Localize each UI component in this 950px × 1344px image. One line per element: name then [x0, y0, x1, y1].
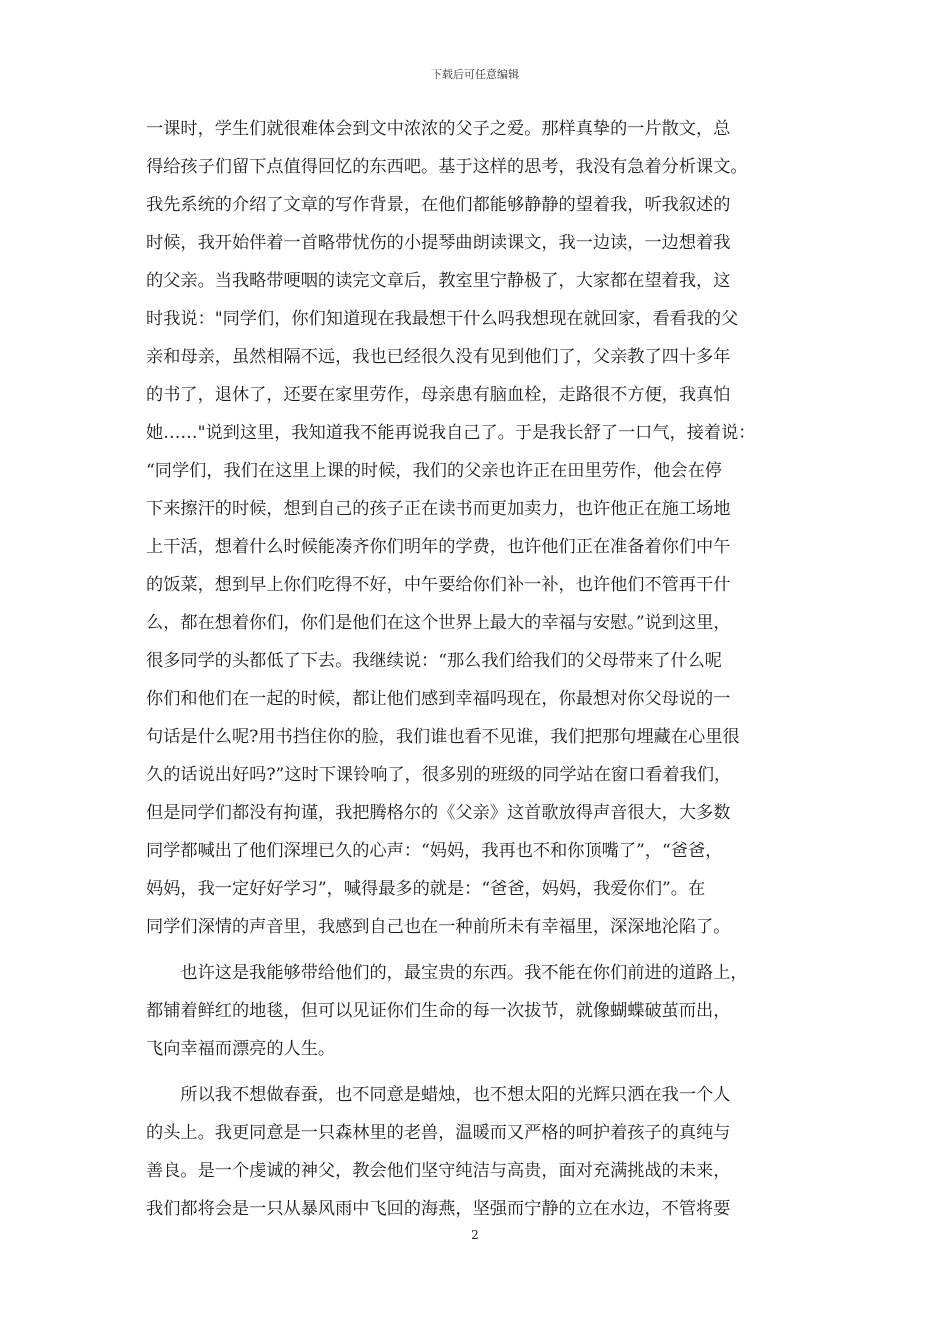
text-line: 久的话说出好吗?”这时下课铃响了，很多别的班级的同学站在窗口看着我们， — [146, 765, 732, 785]
text-line: 的书了，退休了，还要在家里劳作，母亲患有脑血栓，走路很不方便，我真怕 — [146, 385, 731, 405]
text-line: 我们都将会是一只从暴风雨中飞回的海燕，坚强而宁静的立在水边，不管将要 — [146, 1199, 731, 1219]
text-line: 得给孩子们留下点值得回忆的东西吧。基于这样的思考，我没有急着分析课文。 — [146, 157, 748, 177]
text-line: 她……"说到这里，我知道我不能再说我自己了。于是我长舒了一口气，接着说： — [146, 423, 756, 443]
text-line: 所以我不想做春蚕，也不同意是蜡烛，也不想太阳的光辉只洒在我一个人 — [146, 1085, 731, 1105]
text-line: 飞向幸福而漂亮的人生。 — [146, 1039, 336, 1059]
text-line: 很多同学的头都低了下去。我继续说：“那么我们给我们的父母带来了什么呢 — [146, 651, 722, 671]
body-text — [146, 110, 822, 1228]
paragraph — [146, 954, 822, 1068]
text-line: 一课时，学生们就很难体会到文中浓浓的父子之爱。那样真挚的一片散文，总 — [146, 119, 731, 139]
text-line: 同学们深情的声音里，我感到自己也在一种前所未有幸福里，深深地沦陷了。 — [146, 917, 731, 937]
text-line: 的头上。我更同意是一只森林里的老兽，温暖而又严格的呵护着孩子的真纯与 — [146, 1123, 731, 1143]
text-line: 时候，我开始伴着一首略带忧伤的小提琴曲朗读课文，我一边读，一边想着我 — [146, 233, 731, 253]
text-line: 也许这是我能够带给他们的，最宝贵的东西。我不能在你们前进的道路上， — [146, 963, 748, 983]
text-line: “同学们，我们在这里上课的时候，我们的父亲也许正在田里劳作，他会在停 — [146, 461, 722, 481]
text-line: 时我说："同学们，你们知道现在我最想干什么吗我想现在就回家，看看我的父 — [146, 309, 739, 329]
text-line: 亲和母亲，虽然相隔不远，我也已经很久没有见到他们了，父亲教了四十多年 — [146, 347, 731, 367]
text-line: 么，都在想着你们，你们是他们在这个世界上最大的幸福与安慰。”说到这里， — [146, 613, 731, 633]
text-line: 下来擦汗的时候，想到自己的孩子正在读书而更加卖力，也许他正在施工场地 — [146, 499, 731, 519]
text-line: 的饭菜，想到早上你们吃得不好，中午要给你们补一补，也许他们不管再干什 — [146, 575, 731, 595]
page-header: 下载后可任意编辑 — [431, 68, 519, 81]
text-line: 的父亲。当我略带哽咽的读完文章后，教室里宁静极了，大家都在望着我，这 — [146, 271, 731, 291]
text-line: 同学都喊出了他们深埋已久的心声：“妈妈，我再也不和你顶嘴了”，“爸爸， — [146, 841, 723, 861]
paragraph-spacing — [146, 1068, 822, 1076]
text-line: 妈妈，我一定好好学习”，喊得最多的就是：“爸爸，妈妈，我爱你们”。在 — [146, 879, 706, 899]
paragraph — [146, 110, 822, 946]
text-line: 你们和他们在一起的时候，都让他们感到幸福吗现在，你最想对你父母说的一 — [146, 689, 731, 709]
text-line: 上干活，想着什么时候能凑齐你们明年的学费，也许他们正在准备着你们中午 — [146, 537, 731, 557]
text-line: 我先系统的介绍了文章的写作背景，在他们都能够静静的望着我，听我叙述的 — [146, 195, 731, 215]
text-line: 都铺着鲜红的地毯，但可以见证你们生命的每一次拔节，就像蝴蝶破茧而出， — [146, 1001, 731, 1021]
page-number: 2 — [471, 1228, 479, 1242]
paragraph — [146, 1076, 822, 1228]
text-line: 句话是什么呢?用书挡住你的脸，我们谁也看不见谁，我们把那句埋藏在心里很 — [146, 727, 740, 747]
text-line: 善良。是一个虔诚的神父，教会他们坚守纯洁与高贵，面对充满挑战的未来， — [146, 1161, 731, 1181]
text-line: 但是同学们都没有拘谨，我把腾格尔的《父亲》这首歌放得声音很大，大多数 — [146, 803, 731, 823]
paragraph-spacing — [146, 946, 822, 954]
